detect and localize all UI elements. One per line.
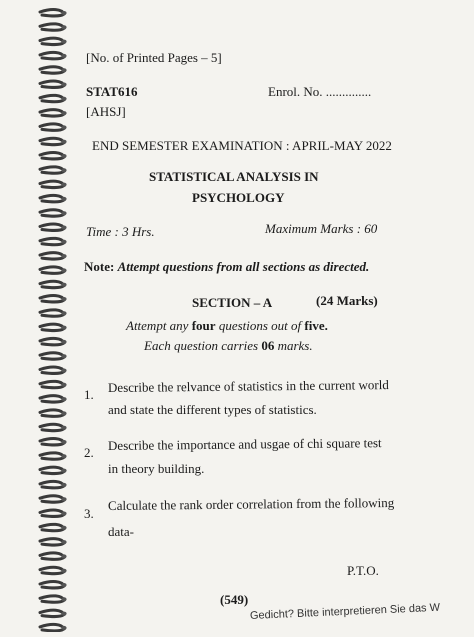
bleed-through-text: Gedicht? Bitte interpretieren Sie das W [249,601,441,622]
question-number: 2. [84,445,94,460]
note-label: Note: [84,259,115,274]
enrol-number-field: Enrol. No. .............. [268,84,372,99]
subject-title-line1: STATISTICAL ANALYSIS IN [149,169,319,184]
section-a-title: SECTION – A [192,295,273,310]
exam-title: END SEMESTER EXAMINATION : APRIL-MAY 2022 [92,138,392,153]
question-text-line: data- [108,524,134,539]
question-number: 3. [84,506,94,521]
note-text: Attempt questions from all sections as directed. [117,259,370,274]
question-text-line: Describe the importance and usgae of chi square test [107,435,382,453]
question-text-line: in theory building. [108,461,205,476]
question-text-line: Describe the relvance of statistics in the current world [107,377,389,395]
section-a-marks: (24 Marks) [316,293,378,308]
time-allowed: Time : 3 Hrs. [86,224,155,239]
pto-label: P.T.O. [347,563,379,578]
printed-pages-note: [No. of Printed Pages – 5] [86,50,222,65]
subject-title-line2: PSYCHOLOGY [192,190,285,205]
question-text-line: and state the different types of statistics. [108,402,317,417]
section-a-instruction-1: Attempt any four questions out of five. [126,318,328,333]
page-code: (549) [220,592,249,607]
note [84,259,369,275]
question-text-line: Calculate the rank order correlation from the following [107,495,395,513]
section-a-instruction-2: Each question carries 06 marks. [144,338,313,353]
paper-code: STAT616 [86,84,138,99]
sub-code: [AHSJ] [86,104,126,119]
maximum-marks: Maximum Marks : 60 [265,221,378,236]
question-number: 1. [84,387,94,402]
